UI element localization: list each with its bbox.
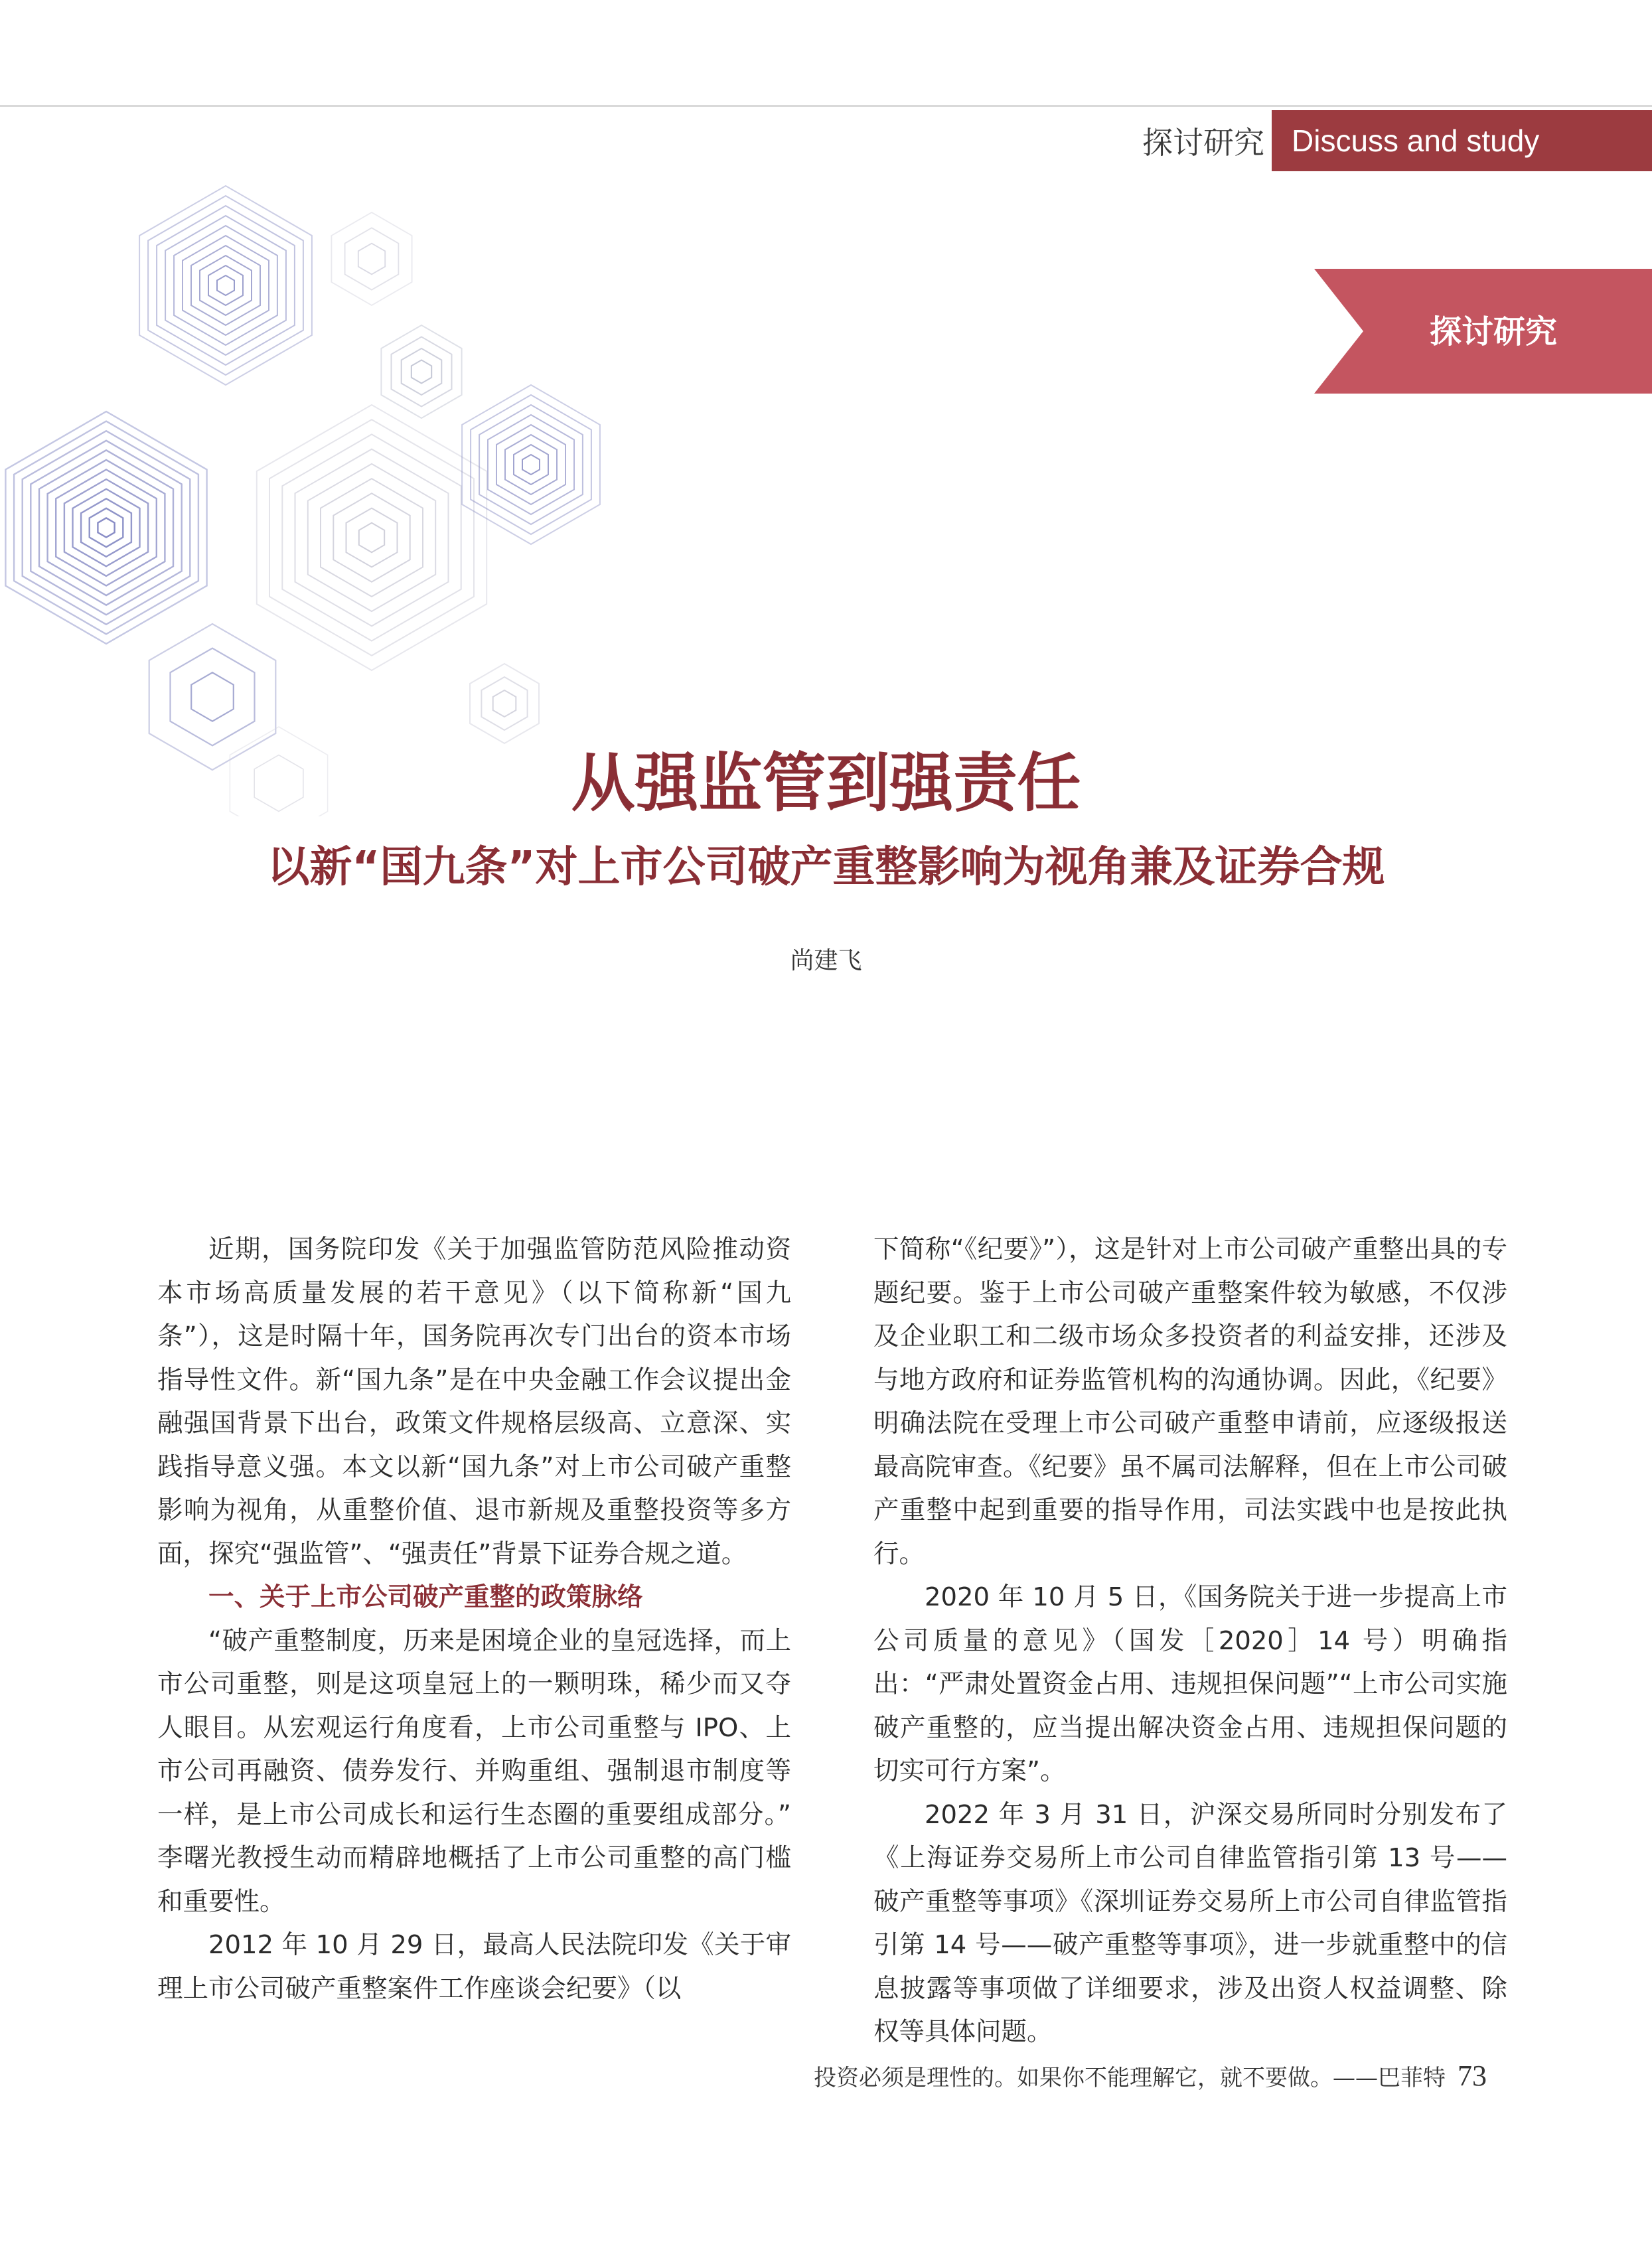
- hexagon-shape: [505, 435, 557, 494]
- hexagon-shape: [412, 360, 431, 384]
- hexagon-shape: [471, 395, 591, 534]
- section-label-en: Discuss and study: [1272, 110, 1652, 171]
- hexagon-shape: [345, 228, 399, 289]
- hexagon-shape: [165, 216, 286, 355]
- article-column-left: [157, 1228, 791, 2010]
- footer-quote: 投资必须是理性的。如果你不能理解它，就不要做。——巴菲特: [814, 2065, 1446, 2091]
- hexagon-shape: [514, 445, 548, 485]
- hexagon-shape: [200, 256, 252, 315]
- page-footer: [783, 2050, 1487, 2103]
- hexagon-shape: [191, 246, 260, 325]
- hexagon-shape: [359, 523, 384, 552]
- hexagon-shape: [56, 470, 157, 586]
- hexagon-shape: [321, 479, 423, 597]
- hexagon-shape: [308, 464, 435, 611]
- hexagon-shape: [479, 405, 583, 524]
- hexagon-shape: [333, 493, 410, 581]
- hexagon-shape: [381, 325, 461, 418]
- hexagon-shape: [217, 275, 234, 295]
- hexagon-shape: [148, 196, 303, 375]
- article-subtitle: 以新“国九条”对上市公司破产重整影响为视角兼及证券合规: [267, 843, 1385, 892]
- hexagon-shape: [39, 450, 173, 605]
- hexagon-shape: [90, 508, 123, 547]
- hexagon-shape: [73, 489, 140, 567]
- hexagon-shape: [14, 421, 198, 635]
- page-number: 73: [1458, 2059, 1487, 2092]
- paragraph: 近期，国务院印发《关于加强监管防范风险推动资本市场高质量发展的若干意见》（以下简称新“国九条”），这是时隔十年，国务院再次专门出台的资本市场指导性文件。新“国九条”是在中央金融工作会议提出金融强国背景下出台，政策文件规格层级高、立意深、实践指导意义强。本文以新“国九条”对上市公司破产重整影响为视角，从重整价值、退市新规及重整投资等多方面，探究“强监管”、“强责任”背景下证券合规之道。: [157, 1234, 791, 1569]
- hexagon-shape: [257, 405, 487, 670]
- paragraph: 2020 年 10 月 5 日，《国务院关于进一步提高上市公司质量的意见》（国发［2020］14 号）明确指出：“严肃处置资金占用、违规担保问题”“上市公司实施破产重整的，应当提出解决资金占用、违规担保问题的切实可行方案”。: [873, 1582, 1507, 1786]
- paragraph: 2012 年 10 月 29 日，最高人民法院印发《关于审理上市公司破产重整案件工作座谈会纪要》（以: [157, 1930, 791, 2004]
- hexagon-decoration: [0, 166, 677, 816]
- hexagon-shape: [208, 265, 243, 305]
- hexagon-shape: [522, 455, 540, 475]
- article-author: 尚建飞: [790, 947, 862, 974]
- hexagon-shape: [191, 672, 234, 721]
- hexagon-shape: [346, 508, 398, 567]
- hexagon-shape: [64, 479, 148, 576]
- hexagon-shape: [470, 664, 539, 743]
- hexagon-shape: [358, 244, 385, 275]
- paragraph: “破产重整制度，历来是困境企业的皇冠选择，而上市公司重整，则是这项皇冠上的一颗明珠，稀少而又夺人眼目。从宏观运行角度看，上市公司重整与 IPO、上市公司再融资、债券发行、并购重组、强制退市制度等一样，是上市公司成长和运行生态圈的重要组成部分。” 李曙光教授生动而精辟地概括了上市公司重整的高门槛和重要性。: [157, 1625, 791, 1917]
- paragraph: 下简称“《纪要》”），这是针对上市公司破产重整出具的专题纪要。鉴于上市公司破产重整案件较为敏感，不仅涉及企业职工和二级市场众多投资者的利益安排，还涉及与地方政府和证券监管机构的沟通协调。因此，《纪要》明确法院在受理上市公司破产重整申请前，应逐级报送最高院审查。《纪要》虽不属司法解释，但在上市公司破产重整中起到重要的指导作用，司法实践中也是按此执行。: [873, 1234, 1507, 1569]
- hexagon-shape: [171, 648, 255, 746]
- article-title: 从强监管到强责任: [571, 745, 1081, 820]
- hexagon-shape: [269, 419, 474, 656]
- hexagon-shape: [174, 226, 277, 345]
- hexagon-shape: [402, 348, 442, 395]
- hexagon-shape: [488, 415, 574, 514]
- hexagon-shape: [331, 212, 412, 305]
- hexagon-shape: [98, 518, 114, 537]
- hexagon-shape: [282, 434, 461, 640]
- hexagon-shape: [157, 206, 295, 365]
- headline-tag-text: 探讨研究: [1429, 313, 1557, 350]
- section-label-cn: 探讨研究: [1142, 125, 1264, 161]
- hexagon-shape: [462, 385, 600, 544]
- header-rule: [0, 105, 1652, 107]
- article-column-right: [873, 1228, 1507, 2054]
- hexagon-shape: [496, 425, 565, 504]
- hexagon-shape: [295, 449, 449, 627]
- hexagon-shape: [392, 337, 452, 407]
- hexagon-shape: [5, 411, 206, 644]
- paragraph: 2022 年 3 月 31 日，沪深交易所同时分别发布了《上海证券交易所上市公司自律监管指引第 13 号——破产重整等事项》《深圳证券交易所上市公司自律监管指引第 14 号——破产重整等事项》，进一步就重整中的信息披露等事项做了详细要求，涉及出资人权益调整、除权等具体问题。: [873, 1799, 1507, 2047]
- hexagon-shape: [31, 441, 181, 615]
- hexagon-shape: [493, 690, 516, 717]
- hexagon-shape: [481, 677, 527, 730]
- hexagon-shape: [183, 236, 269, 335]
- section-heading: 一、关于上市公司破产重整的政策脉络: [208, 1582, 643, 1612]
- hexagon-shape: [48, 460, 165, 595]
